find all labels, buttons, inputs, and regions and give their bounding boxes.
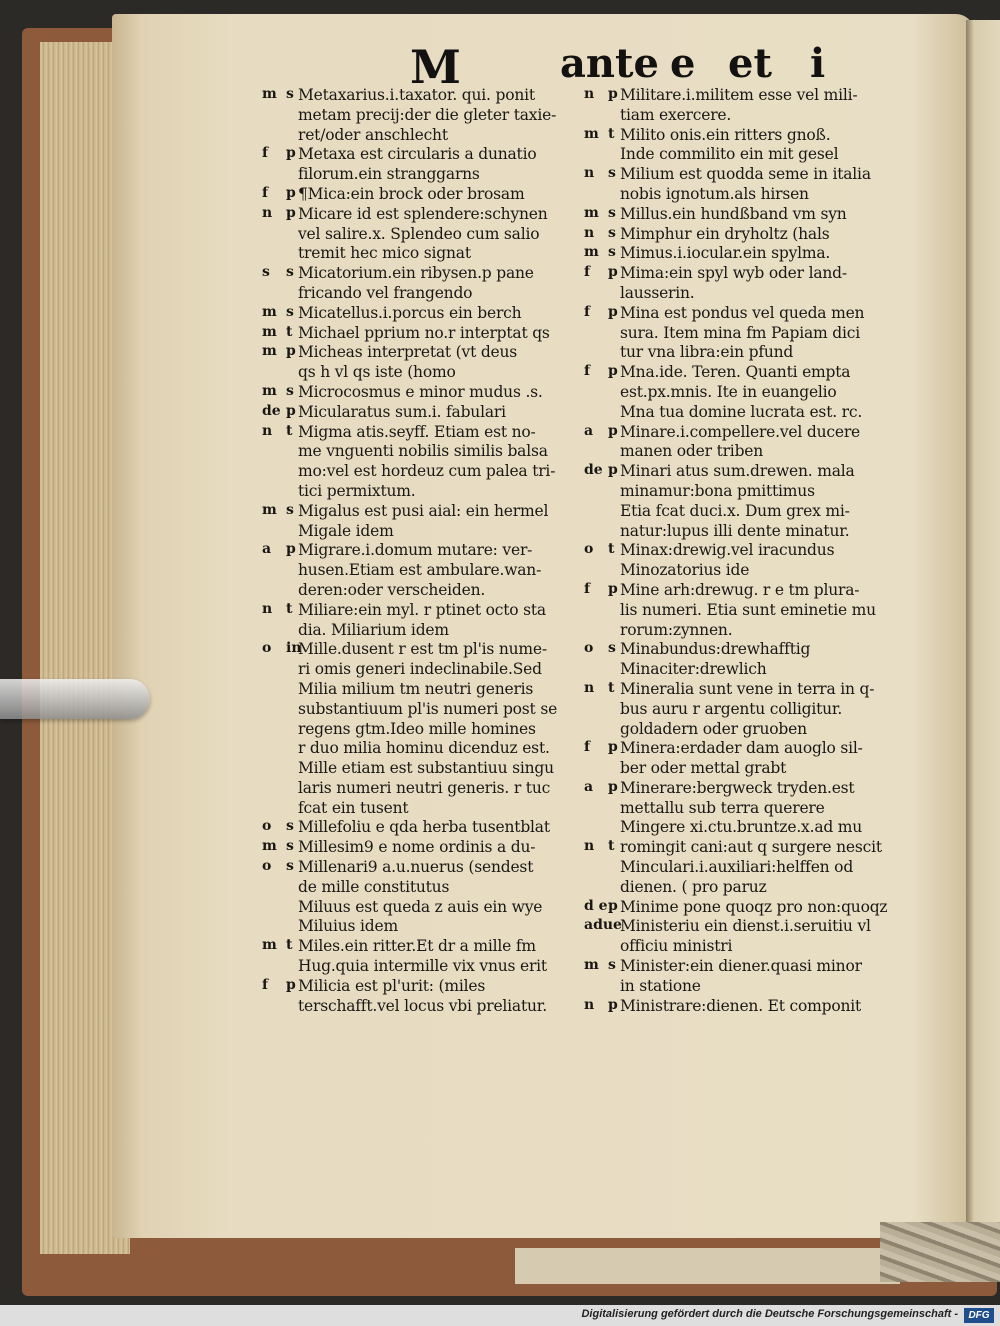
- entry-line: Miliare:ein myl. r ptinet octo sta: [298, 600, 546, 619]
- entry-line: natur:lupus illi dente minatur.: [620, 521, 850, 540]
- dictionary-entry: [584, 640, 914, 680]
- entry-line: Mimphur ein dryholtz (hals: [620, 224, 830, 243]
- dictionary-entry: [584, 581, 914, 640]
- entry-line: Mimus.i.iocular.ein spylma.: [620, 244, 831, 263]
- declension-marker: p: [608, 462, 618, 479]
- dfg-logo: DFG: [964, 1308, 994, 1323]
- dictionary-entry: [262, 977, 592, 1017]
- entry-line: nobis ignotum.als hirsen: [620, 184, 809, 203]
- entry-line: Milium est quodda seme in italia: [620, 165, 871, 184]
- declension-marker: p: [608, 996, 618, 1013]
- dictionary-entry: [584, 541, 914, 581]
- dictionary-entry: [262, 898, 592, 938]
- gender-marker: m: [262, 86, 277, 102]
- declension-marker: t: [286, 937, 293, 954]
- entry-line: Minare.i.compellere.vel ducere: [620, 422, 861, 441]
- dictionary-entry: [584, 264, 914, 304]
- entry-line: Metaxarius.i.taxator. qui. ponit: [298, 86, 535, 104]
- entry-line: Minari atus sum.drewen. mala: [620, 462, 855, 481]
- entry-line: r duo milia hominu dicenduz est.: [298, 739, 550, 758]
- gender-marker: o: [262, 858, 272, 875]
- declension-marker: t: [608, 838, 615, 855]
- dictionary-entry: [584, 304, 914, 363]
- dictionary-entry: [262, 145, 592, 185]
- declension-marker: s: [608, 224, 616, 241]
- entry-line: ¶Mica:ein brock oder brosam: [298, 184, 525, 203]
- declension-marker: p: [608, 303, 618, 320]
- entry-line: filorum.ein stranggarns: [298, 165, 480, 184]
- dictionary-entry: [262, 324, 592, 344]
- entry-line: de mille constitutus: [298, 877, 450, 896]
- entry-line: Millefoliu e qda herba tusentblat: [298, 818, 550, 837]
- dictionary-entry: [262, 86, 592, 145]
- entry-line: est.px.mnis. Ite in euangelio: [620, 382, 837, 401]
- declension-marker: p: [286, 204, 296, 221]
- dictionary-entry: [584, 244, 914, 264]
- dictionary-entry: [262, 541, 592, 600]
- declension-marker: s: [286, 818, 294, 835]
- gender-marker: f: [584, 580, 591, 597]
- entry-line: Micularatus sum.i. fabulari: [298, 402, 506, 421]
- entry-line: Migrare.i.domum mutare: ver-: [298, 541, 533, 560]
- gender-marker: m: [262, 937, 277, 954]
- gender-marker: o: [584, 541, 594, 558]
- dictionary-entry: [584, 165, 914, 205]
- entry-line: metam precij:der die gleter taxie-: [298, 105, 557, 124]
- entry-line: fcat ein tusent: [298, 798, 409, 817]
- entry-line: Miluus est queda z auis ein wye: [298, 897, 543, 916]
- entry-line: Migale idem: [298, 521, 394, 540]
- dictionary-entry: [584, 423, 914, 463]
- entry-line: Miluius idem: [298, 917, 398, 936]
- declension-marker: p: [608, 363, 618, 380]
- left-column: [262, 86, 592, 1016]
- gender-marker: adue: [584, 917, 622, 934]
- entry-line: me vnguenti nobilis similis balsa: [298, 442, 548, 461]
- entry-line: Minabundus:drewhafftig: [620, 640, 811, 659]
- gender-marker: s: [262, 264, 270, 281]
- entry-line: substantiuum pl'is numeri post se: [298, 699, 558, 718]
- gender-marker: f: [262, 976, 269, 993]
- entry-line: Microcosmus e minor mudus .s.: [298, 382, 543, 401]
- gender-marker: n: [262, 600, 273, 617]
- gender-marker: n: [584, 165, 595, 182]
- dictionary-entry: [584, 739, 914, 779]
- dictionary-entry: [262, 383, 592, 403]
- dictionary-entry: [262, 343, 592, 383]
- declension-marker: p: [608, 422, 618, 439]
- entry-line: Miles.ein ritter.Et dr a mille fm: [298, 937, 536, 956]
- entry-line: mo:vel est hordeuz cum palea tri-: [298, 462, 556, 481]
- entry-line: Minera:erdader dam auoglo sil-: [620, 739, 863, 758]
- entry-line: tur vna libra:ein pfund: [620, 343, 794, 362]
- dictionary-entry: [262, 185, 592, 205]
- gender-marker: f: [584, 363, 591, 380]
- declension-marker: t: [608, 679, 615, 696]
- gender-marker: m: [262, 343, 277, 360]
- declension-marker: s: [608, 640, 616, 657]
- entry-line: Migalus est pusi aial: ein hermel: [298, 501, 549, 520]
- gender-marker: a: [584, 422, 594, 439]
- facing-page-edge: [966, 20, 1000, 1225]
- entry-line: Minime pone quoqz pro non:quoqz: [620, 897, 888, 916]
- gender-marker: n: [584, 86, 595, 102]
- entry-line: Minax:drewig.vel iracundus: [620, 541, 835, 560]
- declension-marker: p: [286, 402, 296, 419]
- declension-marker: p: [286, 145, 296, 162]
- entry-line: ber oder mettal grabt: [620, 759, 787, 778]
- dictionary-entry: [262, 838, 592, 858]
- header-word-4: i: [810, 40, 826, 87]
- entry-line: sura. Item mina fm Papiam dici: [620, 323, 860, 342]
- gender-marker: m: [584, 244, 599, 261]
- dictionary-entry: [262, 502, 592, 542]
- dictionary-entry: [584, 957, 914, 997]
- dictionary-entry: [262, 423, 592, 502]
- declension-marker: p: [608, 86, 618, 102]
- declension-marker: p: [286, 184, 296, 201]
- entry-line: dienen. ( pro paruz: [620, 877, 767, 896]
- gender-marker: m: [262, 501, 277, 518]
- entry-line: Metaxa est circularis a dunatio: [298, 145, 537, 164]
- entry-line: Mineralia sunt vene in terra in q-: [620, 679, 875, 698]
- entry-line: vel salire.x. Splendeo cum salio: [298, 224, 540, 243]
- entry-line: dia. Miliarium idem: [298, 620, 449, 639]
- gender-marker: n: [584, 679, 595, 696]
- dictionary-entry: [584, 779, 914, 838]
- header-initial: M: [410, 40, 461, 94]
- right-column: [584, 86, 914, 1016]
- entry-line: Micare id est splendere:schynen: [298, 204, 548, 223]
- declension-marker: t: [608, 541, 615, 558]
- entry-line: officiu ministri: [620, 937, 733, 956]
- entry-line: manen oder triben: [620, 442, 764, 461]
- declension-marker: p: [608, 580, 618, 597]
- entry-line: Michael pprium no.r interptat qs: [298, 323, 550, 342]
- entry-line: Mine arh:drewug. r e tm plura-: [620, 580, 860, 599]
- entry-line: Minister:ein diener.quasi minor: [620, 957, 862, 976]
- entry-line: ret/oder anschlecht: [298, 125, 448, 144]
- dictionary-entry: [262, 205, 592, 264]
- declension-marker: p: [286, 541, 296, 558]
- entry-line: Milito onis.ein ritters gnoß.: [620, 125, 831, 144]
- declension-marker: p: [608, 264, 618, 281]
- gender-marker: m: [262, 323, 277, 340]
- dictionary-entry: [262, 601, 592, 641]
- entry-line: tici permixtum.: [298, 481, 416, 500]
- gender-marker: n: [262, 422, 273, 439]
- declension-marker: s: [286, 86, 294, 102]
- entry-line: fricando vel frangendo: [298, 283, 473, 302]
- dictionary-entry: [584, 917, 914, 957]
- entry-line: Inde commilito ein mit gesel: [620, 145, 839, 164]
- declension-marker: t: [608, 125, 615, 142]
- gender-marker: a: [584, 778, 594, 795]
- gender-marker: f: [584, 739, 591, 756]
- entry-line: Milicia est pl'urit: (miles: [298, 976, 486, 995]
- entry-line: Mingere xi.ctu.bruntze.x.ad mu: [620, 818, 863, 837]
- gender-marker: de: [584, 462, 603, 479]
- entry-line: Micheas interpretat (vt deus: [298, 343, 518, 362]
- declension-marker: p: [608, 897, 618, 914]
- dictionary-entry: [262, 403, 592, 423]
- declension-marker: p: [286, 976, 296, 993]
- declension-marker: s: [286, 382, 294, 399]
- entry-line: Ministrare:dienen. Et componit: [620, 996, 862, 1015]
- declension-marker: t: [286, 600, 293, 617]
- gender-marker: m: [584, 125, 599, 142]
- entry-line: Minerare:bergweck tryden.est: [620, 778, 855, 797]
- entry-line: Mna.ide. Teren. Quanti empta: [620, 363, 851, 382]
- entry-line: Ministeriu ein dienst.i.seruitiu vl: [620, 917, 871, 936]
- header-word-3: et: [728, 40, 772, 87]
- gender-marker: m: [262, 303, 277, 320]
- entry-line: ri omis generi indeclinabile.Sed: [298, 660, 542, 679]
- dictionary-entry: [584, 205, 914, 225]
- entry-line: Minaciter:drewlich: [620, 660, 767, 679]
- entry-line: Minozatorius ide: [620, 561, 750, 580]
- entry-line: qs h vl qs iste (homo: [298, 363, 456, 382]
- entry-line: Mille.dusent r est tm pl'is nume-: [298, 640, 547, 659]
- entry-line: lausserin.: [620, 283, 695, 302]
- declension-marker: s: [608, 204, 616, 221]
- gender-marker: m: [584, 204, 599, 221]
- gender-marker: o: [262, 640, 272, 657]
- header-word-2: e: [670, 40, 696, 87]
- declension-marker: t: [286, 422, 293, 439]
- entry-line: Milia milium tm neutri generis: [298, 679, 534, 698]
- header-word-1: ante: [560, 40, 659, 87]
- entry-line: Etia fcat duci.x. Dum grex mi-: [620, 501, 850, 520]
- entry-line: Micatellus.i.porcus ein berch: [298, 303, 522, 322]
- declension-marker: s: [608, 957, 616, 974]
- gender-marker: m: [584, 957, 599, 974]
- entry-line: Millesim9 e nome ordinis a du-: [298, 838, 536, 857]
- dictionary-entry: [262, 858, 592, 898]
- entry-line: romingit cani:aut q surgere nescit: [620, 838, 882, 857]
- dictionary-entry: [262, 264, 592, 304]
- entry-line: goldadern oder gruoben: [620, 719, 807, 738]
- entry-line: terschafft.vel locus vbi preliatur.: [298, 996, 548, 1015]
- gender-marker: d e: [584, 897, 608, 914]
- entry-line: Minculari.i.auxiliari:helffen od: [620, 858, 854, 877]
- gender-marker: n: [584, 838, 595, 855]
- dictionary-entry: [584, 126, 914, 166]
- entry-line: deren:oder verscheiden.: [298, 580, 486, 599]
- dictionary-entry: [262, 818, 592, 838]
- entry-line: regens gtm.Ideo mille homines: [298, 719, 536, 738]
- dictionary-entry: [584, 680, 914, 739]
- gender-marker: de: [262, 402, 281, 419]
- entry-line: laris numeri neutri generis. r tuc: [298, 778, 551, 797]
- entry-line: Mima:ein spyl wyb oder land-: [620, 264, 847, 283]
- dictionary-entry: [262, 640, 592, 818]
- entry-line: Mille etiam est substantiuu singu: [298, 759, 554, 778]
- entry-line: mettallu sub terra querere: [620, 798, 825, 817]
- entry-line: husen.Etiam est ambulare.wan-: [298, 561, 542, 580]
- dictionary-entry: [584, 898, 914, 918]
- entry-line: Millus.ein hundßband vm syn: [620, 204, 847, 223]
- declension-marker: p: [608, 778, 618, 795]
- entry-line: tremit hec mico signat: [298, 244, 471, 263]
- gender-marker: o: [262, 818, 272, 835]
- dictionary-entry: [262, 937, 592, 977]
- entry-line: bus auru r argentu colligitur.: [620, 699, 843, 718]
- gender-marker: m: [262, 382, 277, 399]
- funding-credit: Digitalisierung gefördert durch die Deutsche Forschungsgemeinschaft -: [581, 1308, 958, 1320]
- gender-marker: f: [584, 264, 591, 281]
- entry-line: tiam exercere.: [620, 105, 732, 124]
- declension-marker: s: [286, 858, 294, 875]
- declension-marker: p: [608, 739, 618, 756]
- dictionary-entry: [584, 363, 914, 422]
- entry-line: Hug.quia intermille vix vnus erit: [298, 957, 547, 976]
- declension-marker: s: [286, 303, 294, 320]
- dictionary-entry: [584, 462, 914, 541]
- dictionary-entry: [262, 304, 592, 324]
- running-header: [410, 40, 840, 94]
- entry-line: Millenari9 a.u.nuerus (sendest: [298, 858, 534, 877]
- gender-marker: m: [262, 838, 277, 855]
- entry-line: Militare.i.militem esse vel mili-: [620, 86, 858, 104]
- glass-page-weight: [0, 679, 150, 719]
- declension-marker: s: [286, 501, 294, 518]
- dictionary-entry: [584, 838, 914, 897]
- page-bottom-strip: [515, 1248, 900, 1284]
- binding-spine: [880, 1222, 1000, 1282]
- gender-marker: n: [584, 224, 595, 241]
- declension-marker: t: [286, 323, 293, 340]
- entry-line: Migma atis.seyff. Etiam est no-: [298, 422, 536, 441]
- dictionary-entry: [584, 86, 914, 126]
- entry-line: Mina est pondus vel queda men: [620, 303, 865, 322]
- gender-marker: f: [262, 184, 269, 201]
- entry-line: in statione: [620, 976, 701, 995]
- gender-marker: o: [584, 640, 594, 657]
- entry-line: lis numeri. Etia sunt eminetie mu: [620, 600, 876, 619]
- gender-marker: n: [584, 996, 595, 1013]
- entry-line: rorum:zynnen.: [620, 620, 733, 639]
- dictionary-entry: [584, 225, 914, 245]
- footer-bar: [0, 1305, 1000, 1326]
- declension-marker: s: [286, 264, 294, 281]
- declension-marker: p: [286, 343, 296, 360]
- entry-line: Micatorium.ein ribysen.p pane: [298, 264, 534, 283]
- entry-line: minamur:bona pmittimus: [620, 481, 815, 500]
- gender-marker: f: [584, 303, 591, 320]
- entry-line: Mna tua domine lucrata est. rc.: [620, 402, 863, 421]
- declension-marker: s: [608, 165, 616, 182]
- gender-marker: f: [262, 145, 269, 162]
- declension-marker: s: [286, 838, 294, 855]
- declension-marker: in: [286, 640, 302, 657]
- declension-marker: s: [608, 244, 616, 261]
- gender-marker: a: [262, 541, 272, 558]
- gender-marker: n: [262, 204, 273, 221]
- dictionary-entry: [584, 997, 914, 1017]
